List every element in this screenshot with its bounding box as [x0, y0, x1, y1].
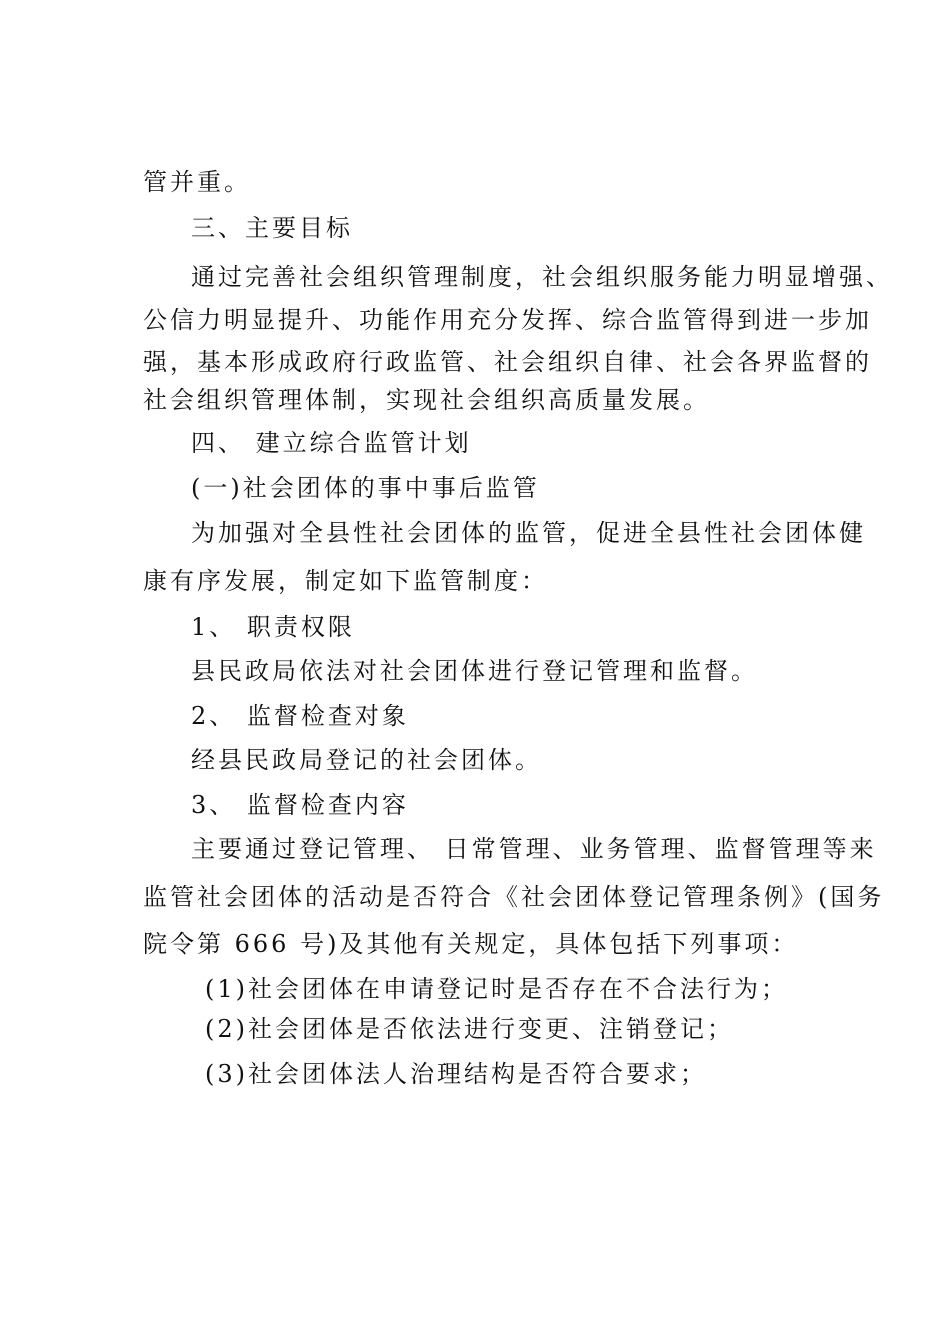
paragraph-line: 县民政局依法对社会团体进行登记管理和监督。 — [191, 657, 758, 685]
paragraph-line: 社会组织管理体制，实现社会组织高质量发展。 — [143, 386, 710, 414]
paragraph-line: 通过完善社会组织管理制度，社会组织服务能力明显增强、 — [191, 263, 893, 291]
paragraph-line: 院令第 666 号)及其他有关规定，具体包括下列事项： — [143, 930, 799, 958]
paragraph-line: 公信力明显提升、功能作用充分发挥、综合监管得到进一步加 — [143, 306, 872, 334]
item-heading: 2、 监督检查对象 — [191, 702, 409, 730]
list-item: (2)社会团体是否依法进行变更、注销登记； — [205, 1015, 734, 1043]
section-heading: 三、主要目标 — [191, 214, 353, 242]
item-heading: 1、 职责权限 — [191, 613, 355, 641]
paragraph-line: 经县民政局登记的社会团体。 — [191, 746, 542, 774]
list-item: (1)社会团体在申请登记时是否存在不合法行为； — [205, 975, 788, 1003]
section-heading: 四、 建立综合监管计划 — [191, 429, 472, 457]
paragraph-line: 康有序发展，制定如下监管制度： — [143, 567, 548, 595]
list-item: (3)社会团体法人治理结构是否符合要求； — [205, 1060, 707, 1088]
paragraph-line: 强，基本形成政府行政监管、社会组织自律、社会各界监督的 — [143, 348, 872, 376]
paragraph-line: 主要通过登记管理、 日常管理、业务管理、监督管理等来 — [191, 835, 877, 863]
paragraph-line: 为加强对全县性社会团体的监管，促进全县性社会团体健 — [191, 519, 866, 547]
paragraph-line: 管并重。 — [143, 168, 251, 196]
item-heading: 3、 监督检查内容 — [191, 791, 409, 819]
paragraph-line: 监管社会团体的活动是否符合《社会团体登记管理条例》(国务 — [143, 883, 885, 911]
subsection-heading: (一)社会团体的事中事后监管 — [191, 474, 540, 502]
